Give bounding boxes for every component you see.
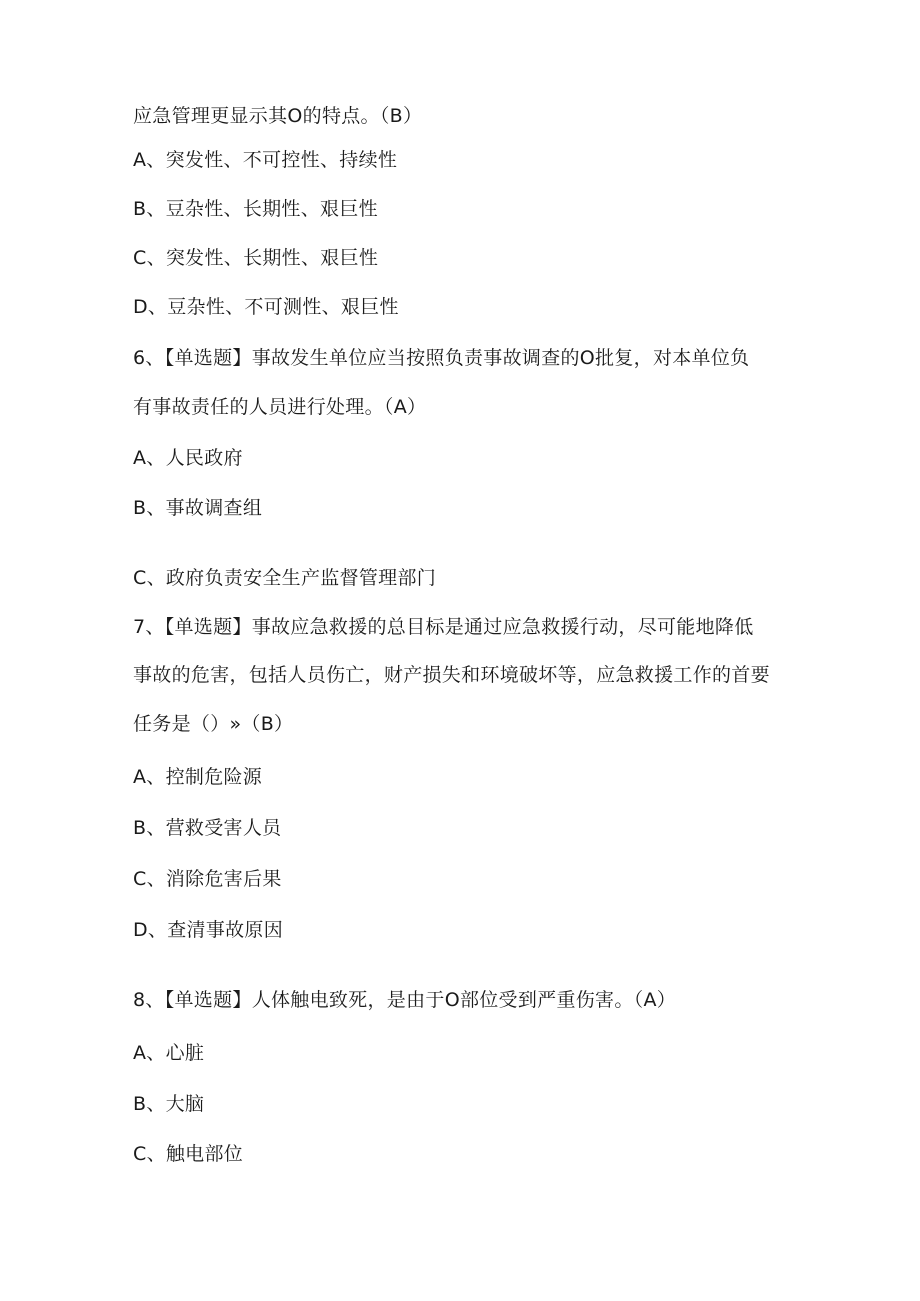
q5-option-c: C、突发性、长期性、艰巨性 [133,247,379,269]
q7-option-a: A、控制危险源 [133,766,263,788]
q7-option-b: B、营救受害人员 [133,817,282,839]
q6-option-c: C、政府负责安全生产监督管理部门 [133,567,437,589]
q6-option-b: B、事故调查组 [133,497,263,519]
q8-option-b: B、大脑 [133,1093,205,1115]
q8-option-a: A、心脏 [133,1042,205,1064]
q8-option-c: C、触电部位 [133,1143,244,1165]
q7-stem-line1: 7、【单选题】事故应急救援的总目标是通过应急救援行动，尽可能地降低 [133,616,754,638]
q8-stem: 8、【单选题】人体触电致死，是由于O部位受到严重伤害。（A） [133,989,677,1011]
q7-stem-line3: 任务是（）»（B） [133,713,294,735]
q5-option-b: B、豆杂性、长期性、艰巨性 [133,198,378,220]
q6-stem-line1: 6、【单选题】事故发生单位应当按照负责事故调查的O批复，对本单位负 [133,347,750,369]
q7-option-c: C、消除危害后果 [133,868,282,890]
q5-option-a: A、突发性、不可控性、持续性 [133,149,398,171]
q5-stem-continuation: 应急管理更显示其O的特点。（B） [133,105,423,127]
q6-stem-line2: 有事故责任的人员进行处理。（A） [133,396,427,418]
q7-stem-line2: 事故的危害，包括人员伤亡，财产损失和环境破坏等，应急救援工作的首要 [133,664,770,686]
q6-option-a: A、人民政府 [133,447,243,469]
q7-option-d: D、查清事故原因 [133,919,284,941]
q5-option-d: D、豆杂性、不可测性、艰巨性 [133,296,399,318]
